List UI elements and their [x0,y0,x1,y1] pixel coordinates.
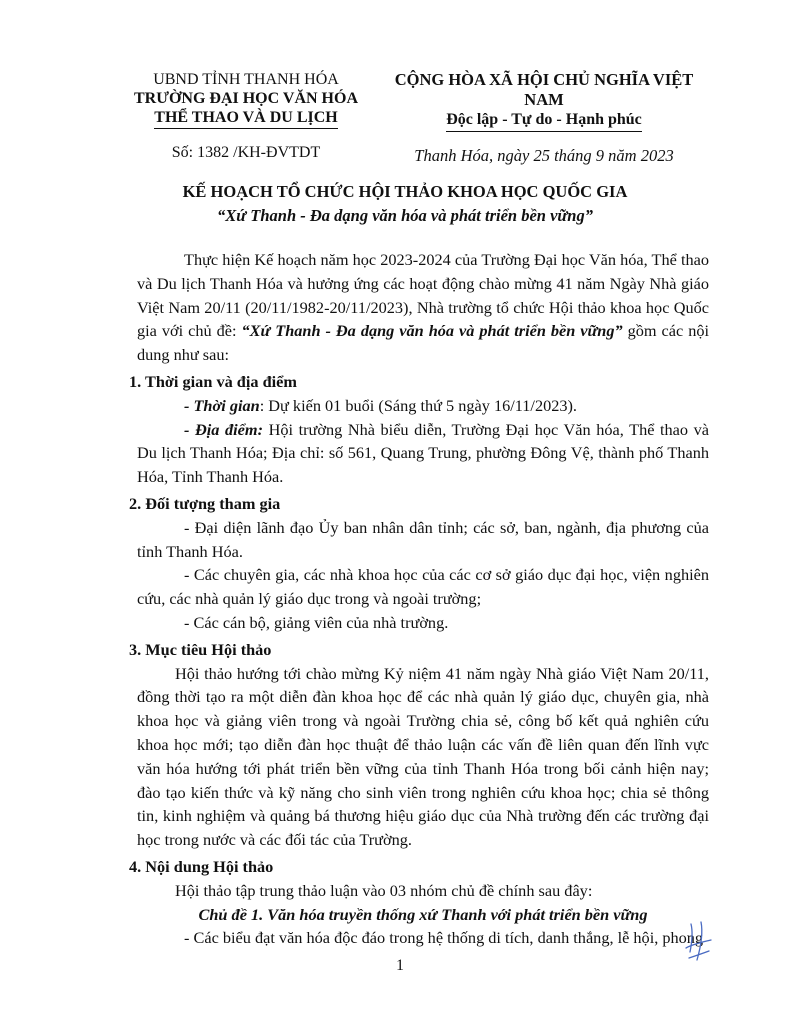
issuer-school-line2: THỂ THAO VÀ DU LỊCH [154,108,337,129]
document-date: Thanh Hóa, ngày 25 tháng 9 năm 2023 [414,146,674,165]
document-body [129,248,710,950]
intro-text: Thực hiện Kế hoạch năm học 2023-2024 của Trường Đại học Văn hóa, Thể thao và Du lịch Thanh Hóa và hưởng ứng các hoạt động chào mừng 41 năm Ngày Nhà giáo Việt Nam 20/11 (20/11/1982-20/11/2023), Nhà trường tổ chức Hội thảo khoa học Quốc gia với chủ đề: [137,250,709,341]
nation-name: CỘNG HÒA XÃ HỘI CHỦ NGHĨA VIỆT NAM [394,70,694,109]
topic-1-item: - Các biểu đạt văn hóa độc đáo trong hệ thống di tích, danh thắng, lễ hội, phong [184,928,704,948]
place-text: Hội trường Nhà biểu diễn, Trường Đại học Văn hóa, Thể thao và Du lịch Thanh Hóa; Địa chỉ: số 561, Quang Trung, phường Đông Vệ, thành phố Thanh Hóa, Tỉnh Thanh Hóa. [137,419,709,487]
issuer-block [118,70,374,162]
issuer-school-line1: TRƯỜNG ĐẠI HỌC VĂN HÓA [133,90,358,107]
section3-heading: 3. Mục tiêu Hội thảo [129,639,272,659]
section2-heading: 2. Đối tượng tham gia [129,493,281,513]
document-title [100,180,710,228]
national-header [384,70,704,166]
section4-intro: Hội thảo tập trung thảo luận vào 03 nhóm chủ đề chính sau đây: [175,880,593,900]
list-item: - Các chuyên gia, các nhà khoa học của các cơ sở giáo dục đại học, viện nghiên cứu, các nhà quản lý giáo dục trong và ngoài trường; [137,565,709,609]
intro-theme: “Xứ Thanh - Đa dạng văn hóa và phát triển bền vững” [241,321,623,341]
time-text: : Dự kiến 01 buổi (Sáng thứ 5 ngày 16/11/2023). [259,395,578,415]
page-number: 1 [396,957,404,974]
section1-time [137,394,709,418]
place-label: - Địa điểm: [184,419,263,439]
list-item: - Đại diện lãnh đạo Ủy ban nhân dân tỉnh; các sở, ban, ngành, địa phương của tỉnh Thanh Hóa. [137,517,709,561]
section3-text: Hội thảo hướng tới chào mừng Kỷ niệm 41 năm ngày Nhà giáo Việt Nam 20/11, đồng thời tạo ra một diễn đàn khoa học để các nhà quản lý giáo dục, chuyên gia, nhà khoa học và giảng viên trong và ngoài Trường chia sẻ, công bố kết quả nghiên cứu khoa học mới; tạo diễn đàn học thuật để thảo luận các vấn đề liên quan đến lĩnh vực văn hóa hướng tới phát triển bền vững của tỉnh Thanh Hóa trong bối cảnh hiện nay; đào tạo kiến thức và kỹ năng cho sinh viên trong nghiên cứu khoa học; chia sẻ thông tin, kinh nghiệm và quảng bá thương hiệu giáo dục của Nhà trường đến các trường đại học trong nước và các đối tác của Trường. [137,663,709,850]
intro-paragraph [137,248,709,367]
title-main: KẾ HOẠCH TỔ CHỨC HỘI THẢO KHOA HỌC QUỐC GIA [182,182,628,201]
topic-1-heading: Chủ đề 1. Văn hóa truyền thống xứ Thanh với phát triển bền vững [198,904,648,924]
intro-text-end: gồm các nội dung như sau: [137,321,710,365]
section1-heading: 1. Thời gian và địa điểm [129,371,297,391]
national-motto: Độc lập - Tự do - Hạnh phúc [446,110,642,132]
section1-place [137,418,709,489]
document-number: Số: 1382 /KH-ĐVTDT [171,144,321,161]
issuer-org: UBND TỈNH THANH HÓA [153,71,339,88]
time-label: - Thời gian [184,395,260,415]
list-item: - Các cán bộ, giảng viên của nhà trường. [184,612,449,632]
title-sub: “Xứ Thanh - Đa dạng văn hóa và phát triển bền vững” [217,206,593,225]
section4-heading: 4. Nội dung Hội thảo [129,856,274,876]
